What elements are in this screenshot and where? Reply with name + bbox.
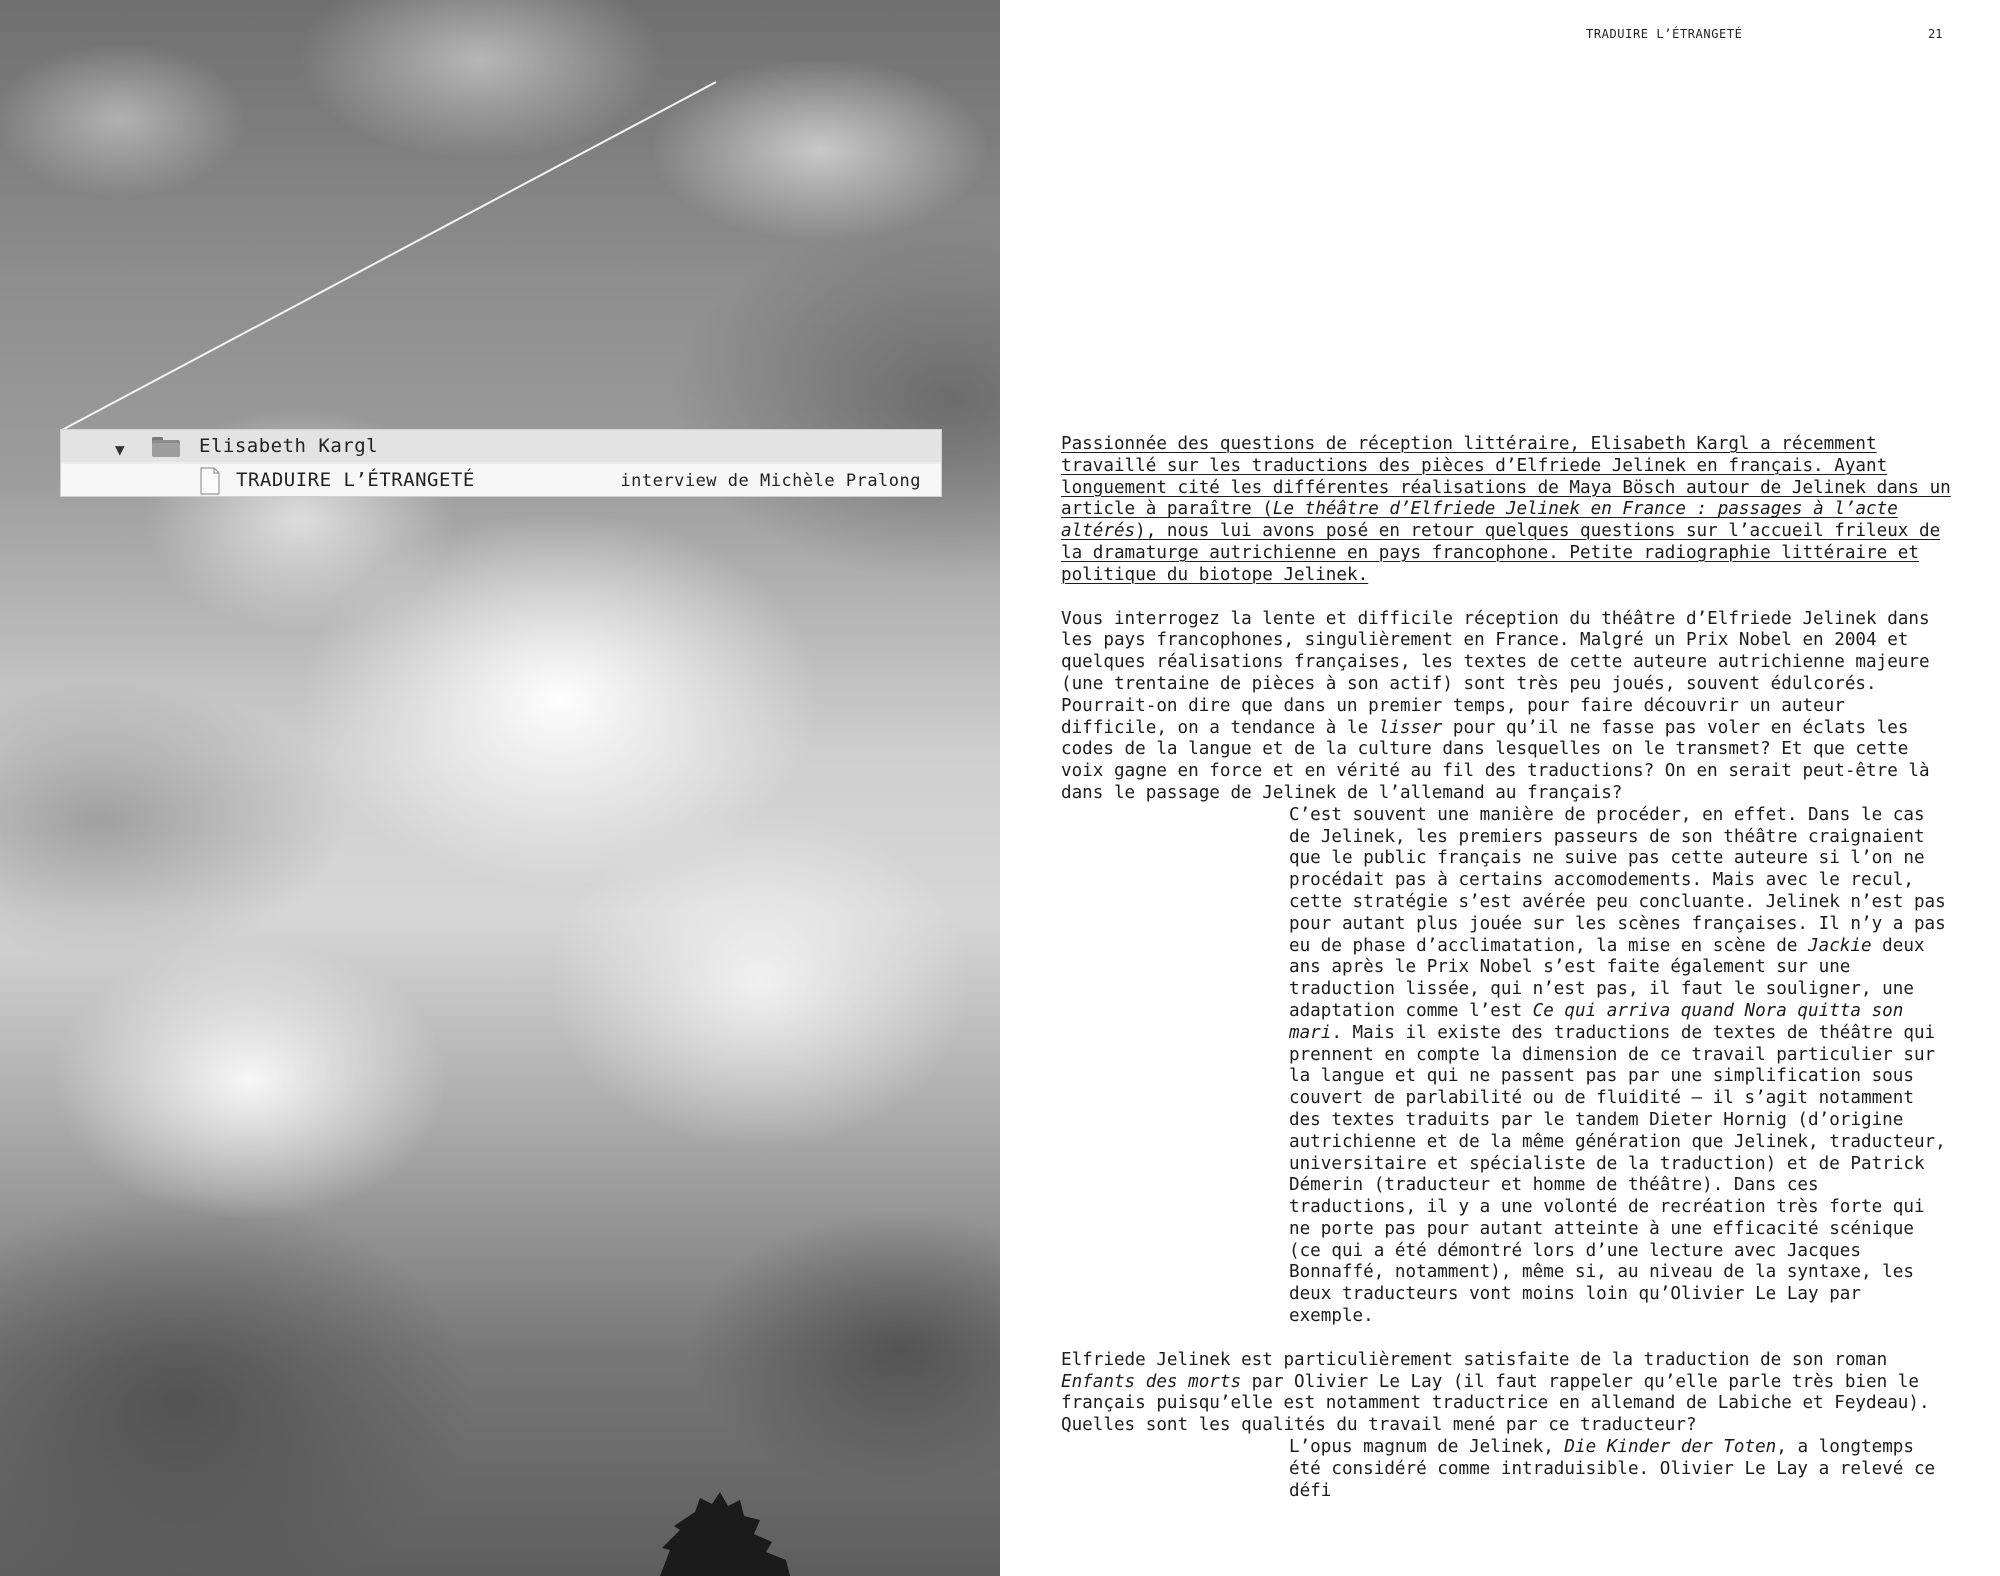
answer-text-end: , a longtemps été considéré comme intraduisible. Olivier Le Lay a relevé ce défi <box>1289 1437 1936 1501</box>
answer-title-nora: Ce qui arriva quand Nora quitta son mari <box>1289 1000 1904 1043</box>
answer-text: C’est souvent une manière de procéder, en effet. Dans le cas de Jelinek, les premiers passeurs de son théâtre craignaient que le public français ne suive pas cette auteure si l’on ne procédait pas à certains accomodements. Mais avec le recul, cette stratégie s’est avérée peu concluante. Jelinek n’est pas pour autant plus jouée sur les scènes françaises. Il n’y a pas eu de phase d’acclimatation, la mise en scène de <box>1289 804 1946 956</box>
question-text: Elfriede Jelinek est particulièrement satisfaite de la traduction de son roman <box>1061 1349 1888 1370</box>
question-text-end: par Olivier Le Lay (il faut rappeler qu’elle parle très bien le français puisqu’elle est notamment traductrice en allemand de Labiche et Feydeau). Quelles sont les qualités du travail mené par ce traducteur? <box>1061 1371 1930 1436</box>
paragraph-gap <box>1061 1328 1951 1350</box>
intro-text: Passionnée des questions de réception littéraire, Elisabeth Kargl a récemment travaillé sur les traductions des pièces d’Elfriede Jelinek en français. Ayant longuement cité les différentes réalisations de Maya Bösch autour de Jelinek dans un article à paraître ( <box>1061 434 1951 520</box>
answer-paragraph <box>1289 805 1951 1328</box>
answer-novel-title: Die Kinder der Toten <box>1564 1437 1777 1458</box>
running-title: TRADUIRE L’ÉTRANGETÉ <box>1586 27 1743 41</box>
intro-text-end: ), nous lui avons posé en retour quelques questions sur l’accueil frileux de la dramaturge autrichienne en pays francophone. Petite radiographie littéraire et politique du biotope Jelinek. <box>1061 521 1941 585</box>
document-icon <box>199 467 221 495</box>
file-browser-panel <box>61 430 941 496</box>
page-number: 21 <box>1928 27 1943 41</box>
question-text-end: pour qu’il ne fasse pas voler en éclats les codes de la langue et de la culture dans lesquelles on le transmet? Et que cette voix gagne en force et en vérité au fil des traductions? On en serait peut-être là dans le passage de Jelinek de l’allemand au français? <box>1061 717 1930 803</box>
answer-title-jackie: Jackie <box>1808 935 1872 956</box>
folder-row[interactable] <box>61 430 941 462</box>
question-paragraph <box>1061 1350 1951 1437</box>
question-novel-title: Enfants des morts <box>1061 1371 1242 1392</box>
intro-paragraph <box>1061 434 1951 587</box>
answer-text: L’opus magnum de Jelinek, <box>1289 1437 1565 1458</box>
question-text: Vous interrogez la lente et difficile réception du théâtre d’Elfriede Jelinek dans les pays francophones, singulièrement en France. Malgré un Prix Nobel en 2004 et quelques réalisations françaises, les textes de cette auteure autrichienne majeure (une trentaine de pièces à son actif) sont très peu joués, souvent édulcorés. Pourrait-on dire que dans un premier temps, pour faire découvrir un auteur difficile, on a tendance à le <box>1061 608 1930 738</box>
article-body <box>1061 434 1951 1502</box>
answer-paragraph <box>1289 1437 1951 1502</box>
intro-article-title: Le théâtre d’Elfriede Jelinek en France : passages à l’acte altérés <box>1061 499 1898 542</box>
document-row[interactable] <box>61 464 941 496</box>
answer-text-mid: deux ans après le Prix Nobel s’est faite également sur une traduction lissée, qui n’est pas, il faut le souligner, une adaptation comme l’est <box>1289 935 1925 1021</box>
document-meta: interview de Michèle Pralong <box>620 471 921 491</box>
question-paragraph <box>1061 609 1951 805</box>
folder-name: Elisabeth Kargl <box>199 435 379 457</box>
answer-text-end: . Mais il existe des traductions de textes de théâtre qui prennent en compte la dimension de ce travail particulier sur la langue et qui ne passent pas par une simplification sous couvert de parlabilité ou de fluidité – il s’agit notamment des textes traduits par le tandem Dieter Hornig (d’origine autrichienne et de la même génération que Jelinek, traducteur, universitaire et spécialiste de la traduction) et de Patrick Démerin (traducteur et homme de théâtre). Dans ces traductions, il y a une volonté de recréation très forte qui ne porte pas pour autant atteinte à une efficacité scénique (ce qui a été démontré lors d’une lecture avec Jacques Bonnaffé, notamment), même si, au niveau de la syntaxe, les deux traducteurs vont moins loin qu’Olivier Le Lay par exemple. <box>1289 1022 1946 1327</box>
disclosure-triangle-icon[interactable]: ▼ <box>115 440 125 459</box>
document-name: TRADUIRE L’ÉTRANGETÉ <box>236 469 475 491</box>
question-emphasis: lisser <box>1378 717 1443 738</box>
tree-silhouette <box>640 1490 800 1576</box>
folder-icon <box>151 434 181 458</box>
